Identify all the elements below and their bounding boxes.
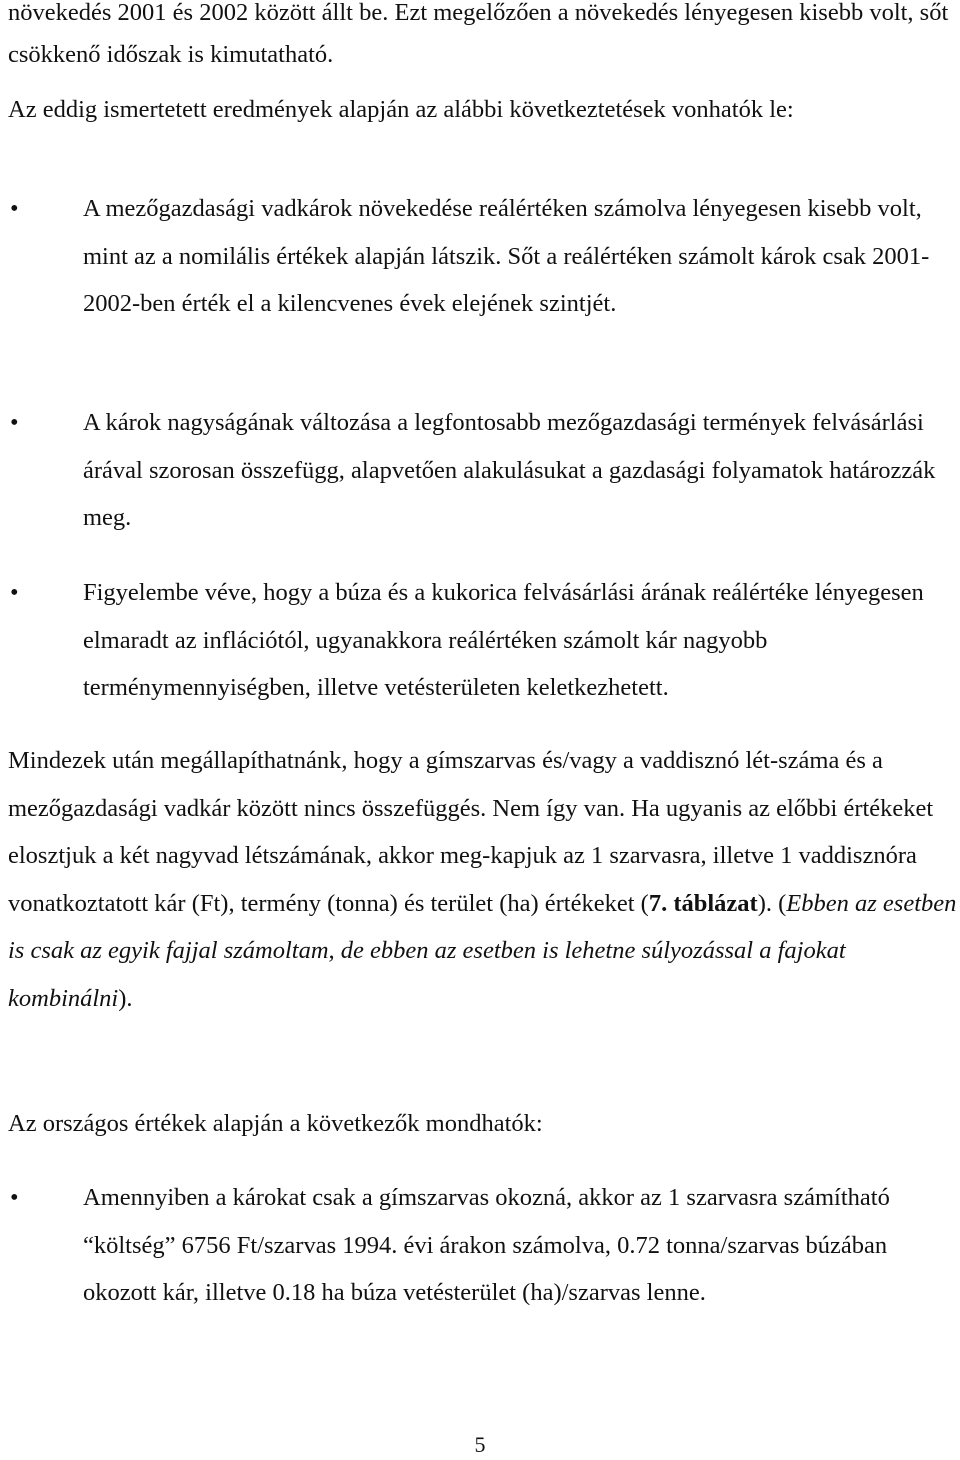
paragraph-orszagos-lead: Az országos értékek alapján a következők mondhatók: (8, 1110, 543, 1137)
bullet-marker: • (10, 409, 19, 436)
table-reference: 7. táblázat (648, 889, 758, 917)
bullet-text: Amennyiben a károkat csak a gímszarvas okozná, akkor az 1 szarvasra számítható “költség” 6756 Ft/szarvas 1994. évi árakon számolva, 0.72 tonna/szarvas búzában okozott kár, illetve 0.18 ha búza vetésterület (ha)/szarvas lenne. (83, 1184, 890, 1306)
paragraph-intro: növekedés 2001 és 2002 között állt be. Ezt megelőzően a növekedés lényegesen kisebb volt, sőt csökkenő időszak is kimutatható. (8, 0, 949, 68)
bullet-text: A mezőgazdasági vadkárok növekedése reálértéken számolva lényegesen kisebb volt, mint az a nomilális értékek alapján látszik. Sőt a reálértéken számolt károk csak 2001-2002-ben érték el a kilencvenes évek elejének szintjét. (83, 195, 930, 317)
bullet-marker: • (10, 579, 19, 606)
paragraph-mindezek-text: ). (118, 984, 133, 1012)
page-number: 5 (474, 1432, 486, 1457)
bullet-text: A károk nagyságának változása a legfontosabb mezőgazdasági termények felvásárlási árával szorosan összefügg, alapvetően alakulásukat a gazdasági folyamatok határozzák meg. (83, 409, 936, 531)
paragraph-mindezek-text: Mindezek után megállapíthatnánk, hogy a gímszarvas és/vagy a vaddisznó lét-száma és a mezőgazdasági vadkár között nincs összefüggés. Nem így van. Ha ugyanis az előbbi értékeket elosztjuk a két nagyvad létszámának, akkor meg-kapjuk az 1 szarvasra, illetve 1 vaddisznóra vonatkoztatott kár (Ft), termény (tonna) és terület (ha) értékeket ( (8, 747, 934, 917)
bullet-marker: • (10, 195, 19, 222)
paragraph-mindezek-text: ). ( (757, 889, 787, 917)
bullet-text: Figyelembe véve, hogy a búza és a kukorica felvásárlási árának reálértéke lényegesen elmaradt az inflációtól, ugyanakkora reálértéken számolt kár nagyobb terménymennyiségben, illetve vetésterületen keletkezhetett. (83, 579, 924, 701)
italic-note: Ebben az esetben is csak az egyik fajjal számoltam, de ebben az esetben is lehetne súlyozással a fajokat kombinálni (8, 889, 957, 1012)
paragraph-mindezek (8, 737, 958, 1022)
paragraph-conclusions-lead: Az eddig ismertetett eredmények alapján az alábbi következtetések vonhatók le: (8, 96, 794, 123)
bullet-marker: • (10, 1184, 19, 1211)
